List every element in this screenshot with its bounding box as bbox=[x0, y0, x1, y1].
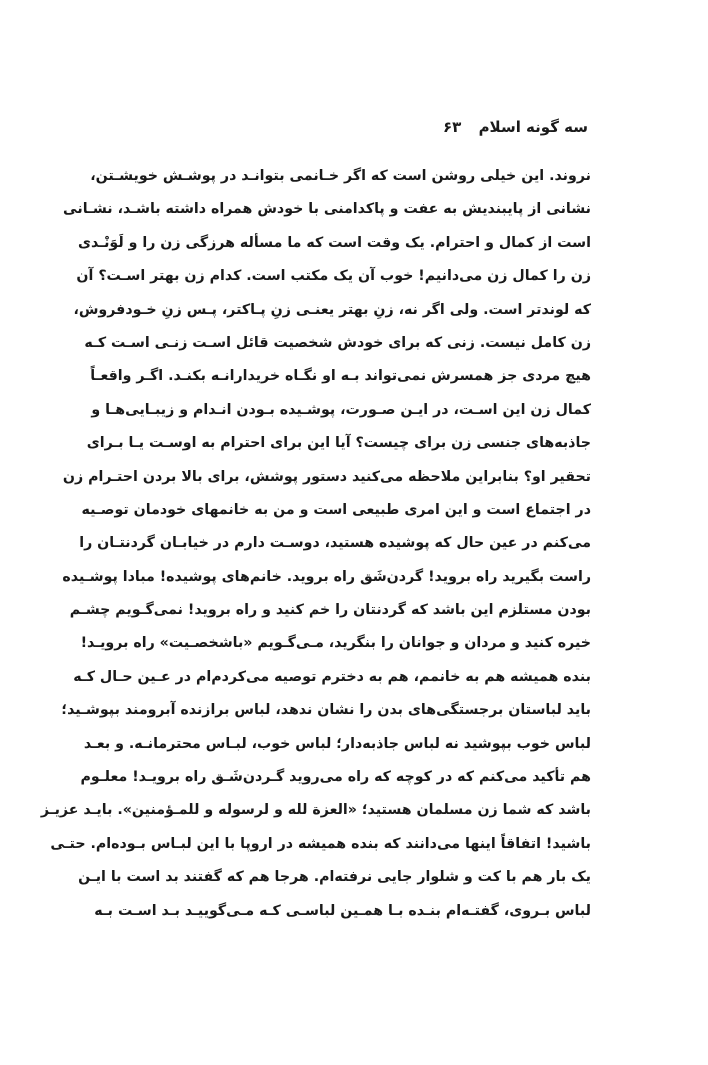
text-line: تحقیر او؟ بنابراین ملاحظه می‌کنید دستور پوشش، برای بالا بردن احتـرام زن bbox=[62, 468, 591, 485]
text-line: هم تأکید می‌کنم که در کوچه که راه می‌روید گـردن‌شَـق راه برویـد! معلـوم bbox=[80, 769, 591, 786]
text-line: که لوندتر است. ولی اگر نه، زنِ بهتر یعنـی زنِ پـاکتر، پـس زنِ خـودفروش، bbox=[73, 301, 591, 318]
page-number: ۶۳ bbox=[443, 118, 462, 136]
text-line: باشید! اتفاقاً اینها می‌دانند که بنده همیشه در اروپا با این لبـاس بـوده‌ام. حتـی bbox=[50, 835, 591, 852]
text-line: باشد که شما زن مسلمان هستید؛ «العزة لله و لرسوله و للمـؤمنین». بایـد عزیـز bbox=[40, 802, 591, 819]
text-line: لباس خوب بپوشید نه لباس جاذبه‌دار؛ لباس خوب، لبـاس محترمانـه. و بعـد bbox=[83, 735, 591, 752]
text-line: نشانی از پایبندیش به عفت و پاکدامنی با خودش همراه داشته باشـد، نشـانی bbox=[63, 201, 591, 218]
text-line: باید لباستان برجستگی‌های بدن را نشان ندهد، لباس برازنده آبرومند بپوشـید؛ bbox=[61, 702, 591, 719]
text-line: زن را کمال زن می‌دانیم! خوب آن یک مکتب است. کدام زن بهتر اسـت؟ آن bbox=[76, 268, 591, 285]
running-header bbox=[443, 118, 588, 136]
text-line: نروند. این خیلی روشن است که اگر خـانمی بتوانـد در پوشـش خویشـتن، bbox=[90, 168, 591, 184]
text-line: زن کامل نیست. زنی که برای خودش شخصیت قائل اسـت زنـی اسـت کـه bbox=[84, 334, 591, 351]
text-line: لباس بـروی، گفتـه‌ام بنـده بـا همـین لباسـی کـه مـی‌گوییـد بـد اسـت بـه bbox=[94, 902, 591, 919]
text-line: هیچ مردی جز همسرش نمی‌تواند بـه او نگـاه خریدارانـه بکنـد. اگـر واقعـاً bbox=[90, 368, 591, 385]
body-text bbox=[40, 160, 591, 928]
text-line: یک بار هم با کت و شلوار جایی نرفته‌ام. هرجا هم که گفتند بد است با ایـن bbox=[78, 869, 591, 886]
text-line: راست بگیرید راه بروید! گردن‌شَق راه بروید. خانم‌های پوشیده! مبادا پوشـیده bbox=[62, 568, 591, 585]
text-line: در اجتماع است و این امری طبیعی است و من به خانمهای خودمان توصـیه bbox=[81, 501, 591, 518]
text-line: بنده همیشه هم به خانمم، هم به دخترم توصیه می‌کردم‌ام در عـین حـال کـه bbox=[73, 668, 591, 685]
text-line: می‌کنم در عین حال که پوشیده هستید، دوسـت دارم در خیابـان گردنتـان را bbox=[79, 535, 591, 552]
text-line: بودن مستلزم این باشد که گردنتان را خم کنید و راه بروید! نمی‌گـویم چشـم bbox=[69, 602, 591, 619]
book-title: سه گونه اسلام bbox=[478, 118, 588, 136]
text-line: جاذبه‌های جنسی زن برای چیست؟ آیا این برای احترام به اوسـت یـا بـرای bbox=[86, 435, 591, 452]
text-line: خیره کنید و مردان و جوانان را بنگرید، مـی‌گـویم «باشخصـیت» راه برویـد! bbox=[80, 635, 591, 652]
text-line: کمال زن این اسـت، در ایـن صـورت، پوشـیده بـودن انـدام و زیبـایی‌هـا و bbox=[91, 401, 591, 418]
text-line: است از کمال و احترام. یک وقت است که ما مسأله هرزگی زن را و لَوَنْـدی bbox=[78, 234, 591, 251]
